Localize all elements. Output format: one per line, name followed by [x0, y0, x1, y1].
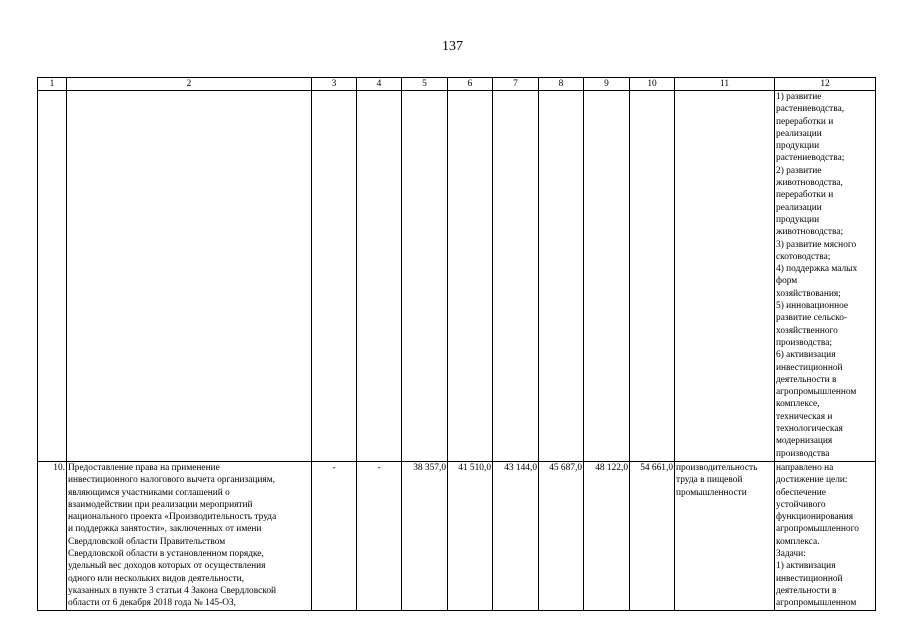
table-cell: [402, 91, 448, 462]
header-cell: 5: [402, 78, 448, 91]
value-col4: -: [357, 462, 402, 611]
text-line: указанных в пункте 3 статьи 4 Закона Свердловской: [68, 585, 277, 596]
text-line: производительность: [676, 463, 758, 473]
text-line: национального проекта «Производительность труда: [68, 512, 277, 523]
text-line: техническая и: [776, 411, 833, 422]
text-line: растениеводства;: [776, 153, 845, 164]
table-header-row: [38, 78, 876, 91]
value-col8: 45 687,0: [539, 462, 584, 611]
text-line: продукции: [776, 214, 820, 225]
header-cell: 10: [630, 78, 675, 91]
text-line: инвестиционной: [776, 573, 843, 584]
text-line: инвестиционной: [776, 362, 843, 373]
table-row: [38, 462, 876, 611]
text-line: устойчивого: [776, 499, 826, 510]
header-cell: 12: [775, 78, 876, 91]
header-cell: 8: [539, 78, 584, 91]
header-cell: 6: [448, 78, 493, 91]
text-line: комплекса.: [776, 536, 820, 547]
text-line: развитие сельско-: [776, 313, 848, 324]
header-cell: 3: [312, 78, 357, 91]
header-cell: 2: [67, 78, 312, 91]
text-line: животноводства,: [776, 178, 843, 189]
text-line: Предоставление права на применение: [68, 463, 220, 473]
table-cell: [448, 91, 493, 462]
text-line: 1) развитие: [776, 92, 822, 102]
text-line: инвестиционного налогового вычета организациям,: [68, 475, 276, 486]
measure-description: [67, 462, 312, 611]
header-cell: 4: [357, 78, 402, 91]
text-line: удельный вес доходов которых от осуществления: [68, 561, 266, 572]
text-line: переработки и: [776, 190, 834, 201]
text-line: функционирования: [776, 512, 854, 523]
table-cell: [357, 91, 402, 462]
text-line: являющимся участниками соглашений о: [68, 487, 230, 498]
text-line: комплексе,: [776, 399, 820, 410]
text-line: производства: [776, 448, 830, 459]
text-line: реализации: [776, 128, 822, 139]
text-line: животноводства;: [776, 227, 844, 238]
header-cell: 1: [38, 78, 67, 91]
table-cell: [675, 91, 775, 462]
text-line: направлено на: [776, 463, 834, 473]
text-line: переработки и: [776, 116, 834, 127]
text-line: хозяйствования;: [776, 288, 841, 299]
text-line: одного или нескольких видов деятельности,: [68, 573, 245, 584]
text-line: модернизация: [776, 436, 833, 447]
value-col3: -: [312, 462, 357, 611]
text-line: агропромышленного: [776, 524, 859, 535]
text-line: и поддержка занятости», заключенных от имени: [68, 524, 262, 535]
value-col9: 48 122,0: [584, 462, 630, 611]
value-col10: 54 661,0: [630, 462, 675, 611]
text-line: 6) активизация: [776, 350, 836, 361]
text-line: 4) поддержка малых: [776, 264, 858, 275]
table-cell: [630, 91, 675, 462]
header-cell: 7: [493, 78, 539, 91]
row-number: 10.: [38, 462, 67, 611]
text-line: реализации: [776, 202, 822, 213]
table-cell: [493, 91, 539, 462]
text-line: 1) активизация: [776, 561, 836, 572]
text-line: деятельности в: [776, 374, 837, 385]
text-line: 3) развитие мясного: [776, 239, 857, 250]
table-cell: [67, 91, 312, 462]
data-table: [37, 77, 876, 611]
text-line: растениеводства,: [776, 104, 845, 115]
text-line: форм: [776, 276, 798, 287]
text-line: 5) инновационное: [776, 301, 849, 312]
tasks-cell: [775, 91, 876, 462]
table-cell: [312, 91, 357, 462]
header-cell: 11: [675, 78, 775, 91]
text-line: хозяйственного: [776, 325, 838, 336]
text-line: достижение цели:: [776, 475, 848, 486]
table-row: [38, 91, 876, 462]
text-line: 2) развитие: [776, 165, 822, 176]
text-line: деятельности в: [776, 585, 837, 596]
text-line: Задачи:: [776, 549, 806, 560]
text-line: обеспечение: [776, 487, 826, 498]
text-line: скотоводства;: [776, 251, 831, 262]
text-line: Свердловской области Правительством: [68, 536, 226, 547]
text-line: области от 6 декабря 2018 года № 145-ОЗ,: [68, 598, 237, 609]
text-line: агропромышленном: [776, 387, 857, 398]
text-line: производства;: [776, 337, 832, 348]
header-cell: 9: [584, 78, 630, 91]
value-col6: 41 510,0: [448, 462, 493, 611]
text-line: промышленности: [676, 487, 747, 498]
value-col7: 43 144,0: [493, 462, 539, 611]
text-line: технологическая: [776, 424, 843, 435]
text-line: агропромышленном: [776, 598, 857, 609]
table-cell: [38, 91, 67, 462]
table-cell: [539, 91, 584, 462]
text-line: взаимодействии при реализации мероприятий: [68, 499, 253, 510]
indicator-cell: [675, 462, 775, 611]
text-line: продукции: [776, 141, 820, 152]
goal-cell: [775, 462, 876, 611]
text-line: Свердловской области в установленном порядке,: [68, 549, 264, 560]
text-line: труда в пищевой: [676, 475, 743, 486]
page-number: 137: [442, 39, 463, 54]
value-col5: 38 357,0: [402, 462, 448, 611]
table-cell: [584, 91, 630, 462]
